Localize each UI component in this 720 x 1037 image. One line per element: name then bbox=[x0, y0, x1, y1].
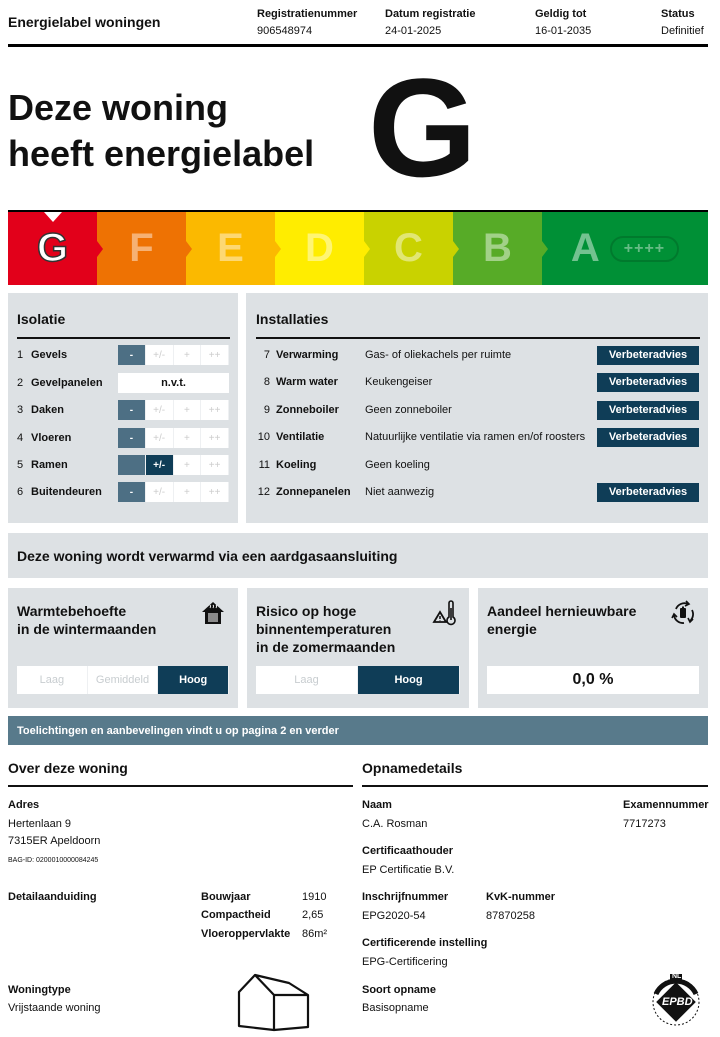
isolatie-title: Isolatie bbox=[17, 311, 66, 327]
opname-section-title: Opnamedetails bbox=[362, 760, 463, 776]
not-applicable: n.v.t. bbox=[118, 373, 229, 393]
hero-line-1: Deze woning bbox=[8, 87, 229, 128]
energy-label-letter: G bbox=[368, 49, 477, 206]
header-title: Energielabel woningen bbox=[8, 14, 161, 30]
rating-scale: - +/- + ++ bbox=[118, 400, 229, 420]
label-c: C bbox=[364, 212, 453, 285]
option-hoog: Hoog bbox=[158, 666, 229, 694]
heating-note: Deze woning wordt verwarmd via een aardgasaansluiting bbox=[17, 548, 398, 564]
verbeteradvies-button[interactable]: Verbeteradvies bbox=[597, 401, 699, 420]
divider bbox=[8, 785, 353, 787]
label-a-plus-pill: ++++ bbox=[610, 236, 679, 262]
thermometer-warning-icon bbox=[431, 600, 457, 626]
rating-scale: - +/- + ++ bbox=[118, 428, 229, 448]
field-label: Geldig tot bbox=[535, 8, 587, 20]
soort-opname-value: Basisopname bbox=[362, 1002, 429, 1014]
energy-label-scale bbox=[8, 210, 708, 285]
certificerende-instelling-label: Certificerende instelling bbox=[362, 937, 488, 949]
examennummer-label: Examennummer bbox=[623, 799, 709, 811]
rating-scale: - +/- + ++ bbox=[118, 482, 229, 502]
label-f: F bbox=[97, 212, 186, 285]
field-value: 906548974 bbox=[257, 25, 313, 37]
isolatie-row-ramen: 5 Ramen +/- + ++ bbox=[17, 455, 229, 475]
installatie-row-zonneboiler: 9 Zonneboiler Geen zonneboiler Verbeteradvies bbox=[256, 400, 699, 420]
field-value: 16-01-2035 bbox=[535, 25, 592, 37]
kvk-value: 87870258 bbox=[486, 910, 535, 922]
card-title: Risico op hoge binnentemperaturen in de zomermaanden bbox=[256, 603, 396, 655]
field-label: Datum registratie bbox=[385, 8, 476, 20]
verbeteradvies-button[interactable]: Verbeteradvies bbox=[597, 373, 699, 392]
isolatie-panel bbox=[8, 293, 238, 523]
certificaathouder-value: EP Certificatie B.V. bbox=[362, 864, 455, 876]
bouwjaar-label: Bouwjaar bbox=[201, 891, 251, 903]
epbd-country: NL bbox=[672, 973, 682, 980]
zomer-risico-card bbox=[247, 588, 469, 708]
rating-scale: +/- + ++ bbox=[118, 455, 229, 475]
installatie-row-verwarming: 7 Verwarming Gas- of oliekachels per ruimte Verbeteradvies bbox=[256, 345, 699, 365]
renewable-share-value: 0,0 % bbox=[487, 666, 699, 694]
installatie-row-warm-water: 8 Warm water Keukengeiser Verbeteradvies bbox=[256, 372, 699, 392]
compactheid-label: Compactheid bbox=[201, 909, 271, 921]
isolatie-row-vloeren: 4 Vloeren - +/- + ++ bbox=[17, 428, 229, 448]
verbeteradvies-button[interactable]: Verbeteradvies bbox=[597, 428, 699, 447]
verbeteradvies-button[interactable]: Verbeteradvies bbox=[597, 483, 699, 502]
divider bbox=[17, 337, 230, 339]
epbd-text: EPBD bbox=[662, 996, 693, 1008]
page-header bbox=[8, 0, 708, 47]
geldig-tot bbox=[535, 8, 591, 37]
adres-line-2: 7315ER Apeldoorn bbox=[8, 835, 101, 847]
bag-id: BAG-ID: 0200010000084245 bbox=[8, 857, 99, 864]
card-title: Aandeel hernieuwbare energie bbox=[487, 603, 637, 637]
adres-label: Adres bbox=[8, 799, 40, 811]
installaties-panel bbox=[246, 293, 708, 523]
isolatie-row-daken: 3 Daken - +/- + ++ bbox=[17, 400, 229, 420]
detailaanduiding-label: Detailaanduiding bbox=[8, 891, 97, 903]
datum-registratie bbox=[385, 8, 475, 37]
examennummer-value: 7717273 bbox=[623, 818, 666, 830]
installatie-row-zonnepanelen: 12 Zonnepanelen Niet aanwezig Verbeteradvies bbox=[256, 482, 699, 502]
adres-line-1: Hertenlaan 9 bbox=[8, 818, 71, 830]
installatie-row-ventilatie: 10 Ventilatie Natuurlijke ventilatie via ramen en/of roosters Verbeteradvies bbox=[256, 427, 699, 447]
hero-title bbox=[8, 85, 314, 177]
woningtype-label: Woningtype bbox=[8, 984, 71, 996]
option-gemiddeld: Gemiddeld bbox=[88, 666, 159, 694]
isolatie-row-gevels: 1 Gevels - +/- + ++ bbox=[17, 345, 229, 365]
zomer-rating bbox=[256, 666, 460, 694]
option-hoog: Hoog bbox=[358, 666, 460, 694]
field-label: Status bbox=[661, 8, 695, 20]
label-b: B bbox=[453, 212, 542, 285]
status bbox=[661, 8, 704, 37]
registratienummer bbox=[257, 8, 357, 37]
kvk-label: KvK-nummer bbox=[486, 891, 556, 903]
label-g: G bbox=[8, 212, 97, 285]
field-value: Definitief bbox=[661, 25, 704, 37]
option-laag: Laag bbox=[17, 666, 88, 694]
installaties-title: Installaties bbox=[256, 311, 329, 327]
renewable-energy-icon bbox=[670, 600, 696, 626]
label-e: E bbox=[186, 212, 275, 285]
woningtype-value: Vrijstaande woning bbox=[8, 1002, 101, 1014]
naam-label: Naam bbox=[362, 799, 392, 811]
label-d: D bbox=[275, 212, 364, 285]
naam-value: C.A. Rosman bbox=[362, 818, 428, 830]
heating-note-panel bbox=[8, 533, 708, 578]
soort-opname-label: Soort opname bbox=[362, 984, 436, 996]
certificerende-instelling-value: EPG-Certificering bbox=[362, 956, 448, 968]
divider bbox=[362, 785, 708, 787]
epbd-logo bbox=[648, 972, 704, 1028]
verbeteradvies-button[interactable]: Verbeteradvies bbox=[597, 346, 699, 365]
vloeroppervlakte-label: Vloeroppervlakte bbox=[201, 928, 291, 940]
hernieuwbare-energie-card bbox=[478, 588, 708, 708]
label-a: A ++++ bbox=[542, 212, 708, 285]
active-label-pointer bbox=[44, 212, 62, 222]
winter-rating bbox=[17, 666, 229, 694]
inschrijfnummer-value: EPG2020-54 bbox=[362, 910, 426, 922]
inschrijfnummer-label: Inschrijfnummer bbox=[362, 891, 449, 903]
field-value: 24-01-2025 bbox=[385, 25, 442, 37]
vloeroppervlakte-value: 86m² bbox=[302, 928, 328, 940]
notice-banner: Toelichtingen en aanbevelingen vindt u op pagina 2 en verder bbox=[8, 716, 708, 745]
card-title: Warmtebehoefte in de wintermaanden bbox=[17, 603, 157, 637]
rating-scale: - +/- + ++ bbox=[118, 345, 229, 365]
field-label: Registratienummer bbox=[257, 8, 358, 20]
hero-line-2: heeft energielabel bbox=[8, 133, 315, 174]
woning-section-title: Over deze woning bbox=[8, 760, 128, 776]
bouwjaar-value: 1910 bbox=[302, 891, 327, 903]
compactheid-value: 2,65 bbox=[302, 909, 324, 921]
option-laag: Laag bbox=[256, 666, 358, 694]
isolatie-row-gevelpanelen: 2 Gevelpanelen n.v.t. bbox=[17, 373, 229, 393]
detached-house-icon bbox=[236, 972, 312, 1034]
house-heating-icon bbox=[200, 600, 226, 626]
warmtebehoefte-card bbox=[8, 588, 238, 708]
divider bbox=[256, 337, 700, 339]
isolatie-row-buitendeuren: 6 Buitendeuren - +/- + ++ bbox=[17, 482, 229, 502]
installatie-row-koeling: 11 Koeling Geen koeling bbox=[258, 459, 430, 471]
certificaathouder-label: Certificaathouder bbox=[362, 845, 454, 857]
